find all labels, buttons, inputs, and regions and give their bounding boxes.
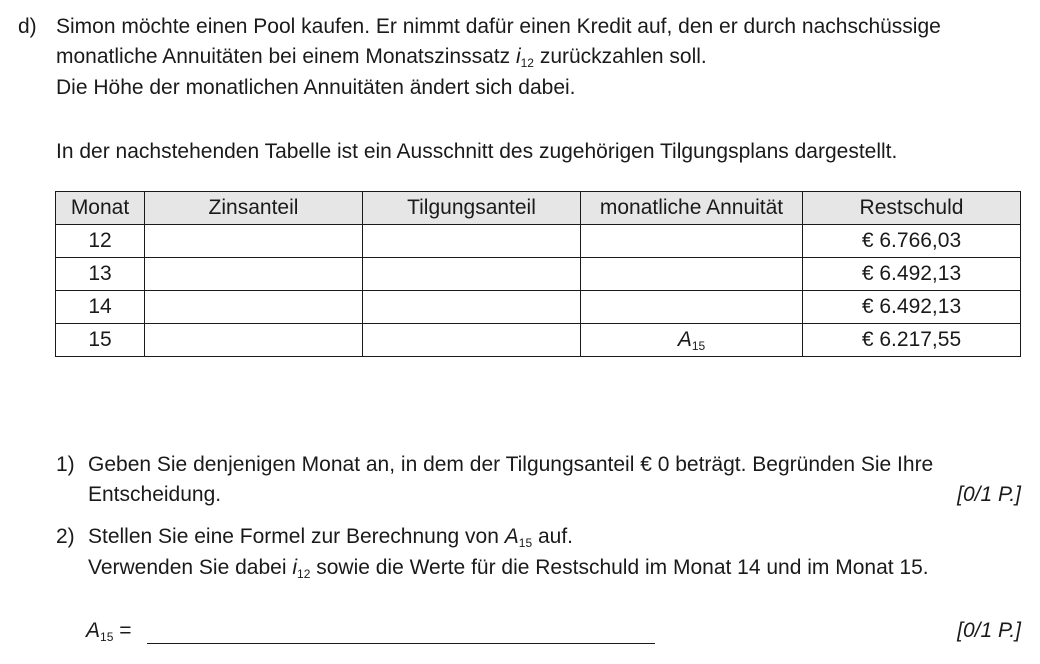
- cell-monat: 12: [56, 225, 145, 258]
- task-2-line-2: Verwenden Sie dabei $i_{12}$ sowie die Werte für die Restschuld im Monat 14 und im Monat 15.: [88, 556, 929, 581]
- answer-blank-line[interactable]: [147, 643, 655, 644]
- intro-line-2: monatliche Annuitäten bei einem Monatszinssatz $i_{12}$ zurückzahlen soll.: [56, 45, 707, 70]
- intro-line-4: In der nachstehenden Tabelle ist ein Ausschnitt des zugehörigen Tilgungsplans dargestellt.: [56, 140, 898, 163]
- var-i: i: [515, 45, 521, 68]
- cell-monat: 13: [56, 258, 145, 291]
- header-zinsanteil: Zinsanteil: [145, 192, 363, 225]
- task-2-points: [0/1 P.]: [957, 619, 1021, 642]
- cell-restschuld: € 6.766,03: [803, 225, 1021, 258]
- cell-restschuld: € 6.492,13: [803, 291, 1021, 324]
- cell-tilgung: [363, 258, 581, 291]
- intro-line-1: Simon möchte einen Pool kaufen. Er nimmt dafür einen Kredit auf, den er durch nachschüssige: [56, 15, 941, 38]
- task-1-points: [0/1 P.]: [957, 483, 1021, 506]
- table-header-row: [56, 192, 1021, 225]
- table-row: [56, 225, 1021, 258]
- part-label: d): [18, 15, 37, 38]
- table-row: [56, 324, 1021, 357]
- cell-monat: 14: [56, 291, 145, 324]
- formula-label: $A_{15}$ =: [86, 619, 132, 644]
- task-2-number: 2): [56, 525, 75, 548]
- cell-annuitaet-a15: $A_{15}$: [581, 324, 803, 357]
- cell-tilgung: [363, 324, 581, 357]
- intro-line-3: Die Höhe der monatlichen Annuitäten ändert sich dabei.: [56, 76, 576, 99]
- task-1-line-2: Entscheidung.: [88, 483, 222, 506]
- cell-tilgung: [363, 225, 581, 258]
- header-annuitaet: monatliche Annuität: [581, 192, 803, 225]
- cell-zins: [145, 258, 363, 291]
- header-tilgungsanteil: Tilgungsanteil: [363, 192, 581, 225]
- task-1-line-1: Geben Sie denjenigen Monat an, in dem der Tilgungsanteil € 0 beträgt. Begründen Sie Ihre: [88, 453, 934, 476]
- cell-restschuld: € 6.217,55: [803, 324, 1021, 357]
- amortization-table: [55, 191, 1021, 357]
- cell-zins: [145, 225, 363, 258]
- cell-monat: 15: [56, 324, 145, 357]
- cell-zins: [145, 324, 363, 357]
- table-row: [56, 258, 1021, 291]
- cell-annuitaet: [581, 258, 803, 291]
- cell-restschuld: € 6.492,13: [803, 258, 1021, 291]
- task-1-number: 1): [56, 453, 75, 476]
- table-row: [56, 291, 1021, 324]
- cell-annuitaet: [581, 291, 803, 324]
- header-restschuld: Restschuld: [803, 192, 1021, 225]
- header-monat: Monat: [56, 192, 145, 225]
- task-2-line-1: Stellen Sie eine Formel zur Berechnung von $A_{15}$ auf.: [88, 525, 573, 550]
- cell-zins: [145, 291, 363, 324]
- cell-tilgung: [363, 291, 581, 324]
- cell-annuitaet: [581, 225, 803, 258]
